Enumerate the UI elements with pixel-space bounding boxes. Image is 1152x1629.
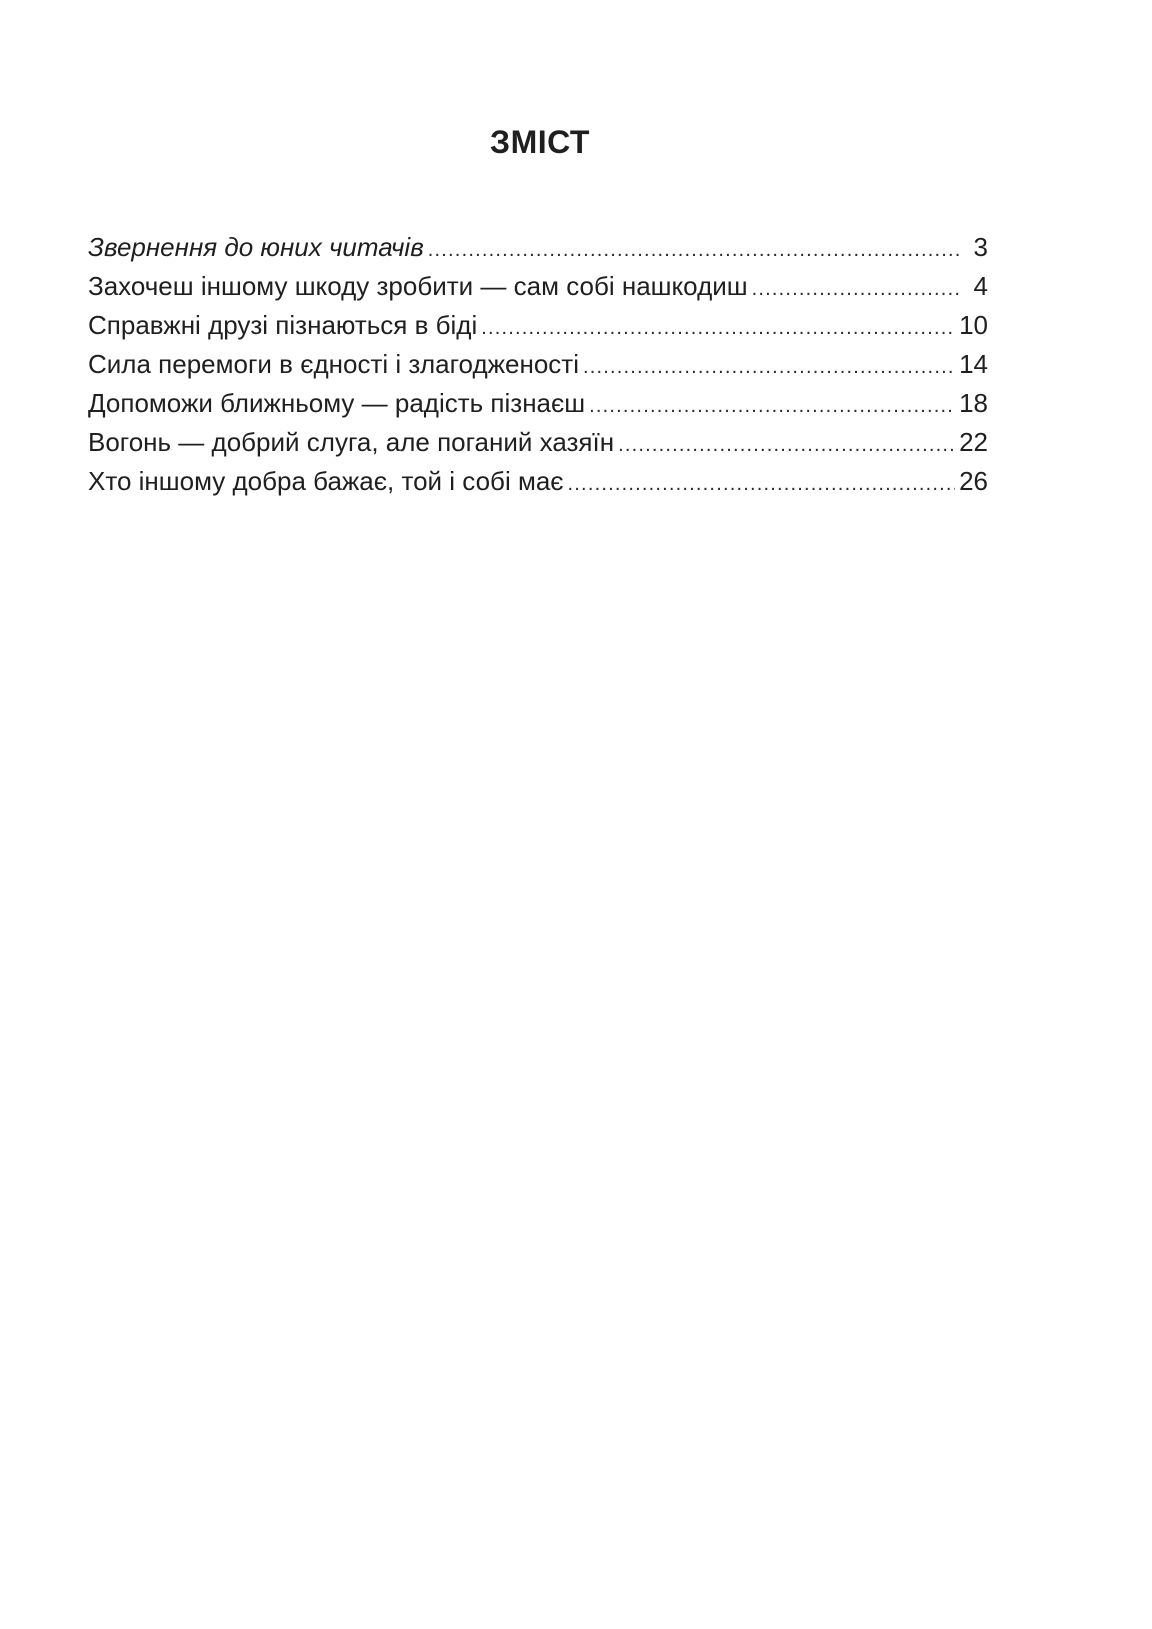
toc-entry-title: Хто іншому добра бажає, той і собі має	[88, 466, 564, 496]
toc-page-number: 26	[959, 466, 988, 496]
dot-leader	[752, 270, 962, 309]
toc-entry-title: Сила перемоги в єдності і злагодженості	[88, 349, 579, 379]
dot-leader	[618, 426, 955, 465]
toc-page-number: 10	[959, 310, 988, 340]
toc-entry	[88, 267, 988, 306]
dot-leader	[428, 231, 962, 270]
dot-leader	[583, 348, 955, 387]
toc-entry	[88, 228, 988, 267]
toc-entry	[88, 423, 988, 462]
toc-entry-title: Вогонь — добрий слуга, але поганий хазяїн	[88, 427, 615, 457]
toc-entry-title: Справжні друзі пізнаються в біді	[88, 310, 478, 340]
dot-leader	[481, 309, 955, 348]
dot-leader	[568, 465, 956, 504]
toc-page-number: 14	[959, 349, 988, 379]
toc-entry-title: Звернення до юних читачів	[88, 232, 424, 262]
page-title: ЗМІСТ	[490, 124, 590, 160]
toc-page-number: 22	[959, 427, 988, 457]
toc-entry	[88, 462, 988, 501]
toc-entry	[88, 306, 988, 345]
toc-entry-title: Допоможи ближньому — радість пізнаєш	[88, 388, 586, 418]
table-of-contents	[88, 228, 988, 501]
toc-page-number: 4	[973, 271, 988, 301]
toc-entry-title: Захочеш іншому шкоду зробити — сам собі нашкодиш	[88, 271, 748, 301]
toc-page-number: 3	[973, 232, 988, 262]
toc-entry	[88, 384, 988, 423]
toc-entry	[88, 345, 988, 384]
toc-page-number: 18	[959, 388, 988, 418]
dot-leader	[589, 387, 955, 426]
